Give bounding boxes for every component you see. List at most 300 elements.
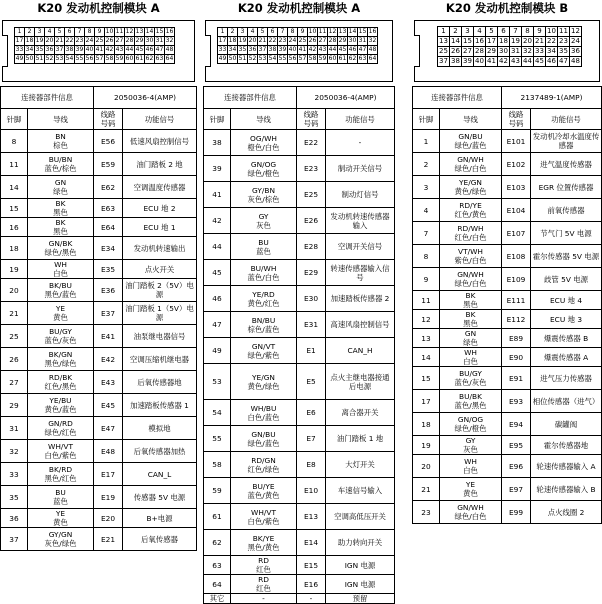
table-row xyxy=(204,504,395,530)
table-row xyxy=(413,348,602,367)
circuit-code: E108 xyxy=(502,245,531,268)
wire-color: GN/OG 绿色/橙色 xyxy=(231,156,297,182)
circuit-code: - xyxy=(297,594,326,604)
pin-cell: 45 xyxy=(135,46,144,53)
table-row xyxy=(1,279,197,302)
circuit-code: E31 xyxy=(297,312,326,338)
table-row xyxy=(1,371,197,394)
function-signal: 空调压缩机继电器 xyxy=(123,348,197,371)
pin-number: 44 xyxy=(204,234,231,260)
wire-color: RD/WH 红色/白色 xyxy=(440,222,502,245)
table-row xyxy=(204,452,395,478)
pin-cell: 3 xyxy=(238,28,248,37)
circuit-code: E91 xyxy=(502,367,531,390)
table-row xyxy=(204,364,395,400)
pin-number: 54 xyxy=(204,400,231,426)
pin-cell: 26 xyxy=(105,37,114,44)
pin-cell: 19 xyxy=(35,37,44,44)
table-row xyxy=(204,312,395,338)
table-row xyxy=(1,130,197,153)
table-row xyxy=(413,329,602,348)
pin-number: 18 xyxy=(413,413,440,436)
pin-cell: 16 xyxy=(475,37,484,45)
pin-cell: 45 xyxy=(338,46,347,53)
table-row xyxy=(413,130,602,153)
wire-color: RD/BK 红色/黑色 xyxy=(28,371,94,394)
pin-number: 64 xyxy=(204,575,231,594)
pin-number: 20 xyxy=(1,279,28,302)
table-row xyxy=(204,478,395,504)
function-signal: 加速踏板传感器 2 xyxy=(326,286,395,312)
pin-cell: 56 xyxy=(288,55,297,62)
pin-cell: 10 xyxy=(547,27,556,35)
pin-cell: 37 xyxy=(439,57,448,65)
function-signal: 空调高低压开关 xyxy=(326,504,395,530)
circuit-code: E34 xyxy=(94,237,123,260)
function-signal: 低速风扇控制信号 xyxy=(123,130,197,153)
wire-color: BU 蓝色 xyxy=(231,234,297,260)
pin-table xyxy=(412,86,602,524)
pin-cell: 25 xyxy=(95,37,104,44)
wire-color: BU/YE 蓝色/黄色 xyxy=(231,478,297,504)
pin-cell: 23 xyxy=(75,37,84,44)
function-signal: 制动灯信号 xyxy=(326,182,395,208)
info-row xyxy=(1,87,197,109)
pin-cell: 17 xyxy=(218,37,227,44)
table-row xyxy=(204,156,395,182)
table-row xyxy=(204,530,395,556)
pin-number: 15 xyxy=(1,199,28,218)
wire-color: RD 红色 xyxy=(231,556,297,575)
pin-number: 41 xyxy=(204,182,231,208)
function-signal: ECU 地 2 xyxy=(123,199,197,218)
pin-cell: 33 xyxy=(15,46,24,53)
table-row xyxy=(413,199,602,222)
pin-cell: 8 xyxy=(85,28,95,37)
pin-cell: 17 xyxy=(15,37,24,44)
function-signal: 发动机冷却水温度传感器 xyxy=(531,130,602,153)
pin-number: 42 xyxy=(204,208,231,234)
wire-color: - xyxy=(231,594,297,604)
pin-number: 19 xyxy=(413,436,440,455)
pin-cell: 46 xyxy=(348,46,357,53)
column-header: 线路 号码 xyxy=(94,109,123,130)
table-row xyxy=(1,509,197,528)
table-row xyxy=(1,486,197,509)
pin-cell: 61 xyxy=(135,55,144,62)
pin-cell: 29 xyxy=(338,37,347,44)
column-header: 功能信号 xyxy=(531,109,602,130)
table-row xyxy=(413,291,602,310)
pin-cell: 9 xyxy=(298,28,308,37)
function-signal: 进气压力传感器 xyxy=(531,367,602,390)
part-number: 2050036-4(AMP) xyxy=(297,87,395,109)
pin-cell: 28 xyxy=(125,37,134,44)
wire-color: BU/GY 蓝色/灰色 xyxy=(28,325,94,348)
wire-color: GY 灰色 xyxy=(231,208,297,234)
pin-cell: 4 xyxy=(248,28,258,37)
pin-cell: 39 xyxy=(278,46,287,53)
connector-diagram xyxy=(414,20,600,82)
column-header: 功能信号 xyxy=(326,109,395,130)
circuit-code: E26 xyxy=(297,208,326,234)
pin-cell: 44 xyxy=(523,57,532,65)
wire-color: WH 白色 xyxy=(440,455,502,478)
pin-number: 26 xyxy=(1,348,28,371)
circuit-code: E41 xyxy=(94,325,123,348)
header-row xyxy=(1,109,197,130)
pin-cell: 55 xyxy=(75,55,84,62)
pin-cell: 10 xyxy=(105,28,114,35)
circuit-code: E36 xyxy=(94,279,123,302)
circuit-code: E45 xyxy=(94,394,123,417)
pin-cell: 19 xyxy=(238,37,247,44)
wire-color: BK/GN 黑色/绿色 xyxy=(28,348,94,371)
table-row xyxy=(204,182,395,208)
pin-number: 63 xyxy=(204,556,231,575)
pin-cell: 29 xyxy=(135,37,144,44)
pin-cell: 28 xyxy=(328,37,337,44)
wire-color: GN/WH 绿色/白色 xyxy=(440,268,502,291)
pin-cell: 60 xyxy=(125,55,134,62)
pin-number: 16 xyxy=(1,218,28,237)
circuit-code: E62 xyxy=(94,176,123,199)
pin-number: 12 xyxy=(413,310,440,329)
wire-color: YE 黄色 xyxy=(28,302,94,325)
function-signal: 油泵继电器信号 xyxy=(123,325,197,348)
pin-number: 27 xyxy=(1,371,28,394)
table-row xyxy=(1,394,197,417)
wire-color: BK 黑色 xyxy=(28,218,94,237)
pin-number: 58 xyxy=(204,452,231,478)
column-header: 针脚 xyxy=(413,109,440,130)
function-signal: 节气门 5V 电源 xyxy=(531,222,602,245)
pin-grid xyxy=(14,27,175,64)
pin-cell: 33 xyxy=(218,46,227,53)
wire-color: GN 绿色 xyxy=(28,176,94,199)
pin-cell: 63 xyxy=(155,55,164,62)
table-row xyxy=(204,130,395,156)
pin-cell: 50 xyxy=(25,55,34,62)
wire-color: OG/WH 橙色/白色 xyxy=(231,130,297,156)
pin-cell: 18 xyxy=(228,37,237,44)
pin-cell: 14 xyxy=(145,28,154,35)
pin-cell: 12 xyxy=(125,28,134,35)
function-signal: 后氧传感器加热 xyxy=(123,440,197,463)
pin-cell: 5 xyxy=(258,28,268,37)
pin-number: 8 xyxy=(1,130,28,153)
wire-color: BU/WH 蓝色/白色 xyxy=(231,260,297,286)
function-signal: 预留 xyxy=(326,594,395,604)
function-signal: 油门踏板 2 地 xyxy=(123,153,197,176)
pin-number: 3 xyxy=(413,176,440,199)
column-header: 导线 xyxy=(28,109,94,130)
pin-cell: 28 xyxy=(475,47,484,55)
circuit-code: E101 xyxy=(502,130,531,153)
pin-cell: 13 xyxy=(338,28,347,35)
wire-color: YE/BU 黄色/蓝色 xyxy=(28,394,94,417)
wire-color: YE/GN 黄色/绿色 xyxy=(231,364,297,400)
table-row xyxy=(204,260,395,286)
table-row xyxy=(413,176,602,199)
table-row xyxy=(413,153,602,176)
function-signal: EGR 位置传感器 xyxy=(531,176,602,199)
pin-cell: 43 xyxy=(318,46,327,53)
pin-cell: 24 xyxy=(571,37,580,45)
pin-cell: 47 xyxy=(559,57,568,65)
circuit-code: E29 xyxy=(297,260,326,286)
pin-cell: 44 xyxy=(125,46,134,53)
wire-color: YE 黄色 xyxy=(28,509,94,528)
table-row xyxy=(1,348,197,371)
table-row xyxy=(413,245,602,268)
circuit-code: E104 xyxy=(502,199,531,222)
pin-cell: 55 xyxy=(278,55,287,62)
pin-cell: 58 xyxy=(308,55,317,62)
pin-cell: 36 xyxy=(571,47,580,55)
pin-cell: 33 xyxy=(535,47,544,55)
circuit-code: E37 xyxy=(94,302,123,325)
pin-cell: 40 xyxy=(85,46,94,53)
function-signal: 相位传感器（进气） xyxy=(531,390,602,413)
pin-cell: 41 xyxy=(298,46,307,53)
pin-number: 1 xyxy=(413,130,440,153)
pin-cell: 62 xyxy=(348,55,357,62)
circuit-code: E23 xyxy=(297,156,326,182)
pin-number: 14 xyxy=(413,348,440,367)
pin-cell: 5 xyxy=(55,28,65,37)
pin-cell: 36 xyxy=(248,46,257,53)
wire-color: GN/OG 绿色/橙色 xyxy=(440,413,502,436)
circuit-code: E103 xyxy=(502,176,531,199)
table-row xyxy=(204,426,395,452)
pin-cell: 47 xyxy=(155,46,164,53)
function-signal: 后氧传感器地 xyxy=(123,371,197,394)
pin-cell: 10 xyxy=(308,28,317,35)
pin-cell: 59 xyxy=(318,55,327,62)
circuit-code: E7 xyxy=(297,426,326,452)
pin-cell: 1 xyxy=(438,27,450,37)
pin-cell: 30 xyxy=(348,37,357,44)
circuit-code: E43 xyxy=(94,371,123,394)
pin-cell: 6 xyxy=(65,28,75,37)
table-row xyxy=(413,455,602,478)
connector-latch xyxy=(2,35,8,67)
pin-cell: 44 xyxy=(328,46,337,53)
table-row xyxy=(204,208,395,234)
wire-color: BU 蓝色 xyxy=(28,486,94,509)
circuit-code: E10 xyxy=(297,478,326,504)
function-signal: 油门踏板 1（5V）电源 xyxy=(123,302,197,325)
pin-cell: 40 xyxy=(475,57,484,65)
pin-cell: 27 xyxy=(318,37,327,44)
connector-latch xyxy=(205,35,211,67)
function-signal: 发动机转速输出 xyxy=(123,237,197,260)
circuit-code: E25 xyxy=(297,182,326,208)
function-signal: ECU 地 4 xyxy=(531,291,602,310)
pin-number: 46 xyxy=(204,286,231,312)
pin-cell: 49 xyxy=(218,55,227,62)
wire-color: WH/VT 白色/紫色 xyxy=(231,504,297,530)
pin-cell: 11 xyxy=(115,28,124,35)
pin-cell: 48 xyxy=(165,46,174,53)
circuit-code: E35 xyxy=(94,260,123,279)
pin-cell: 50 xyxy=(228,55,237,62)
pin-cell: 51 xyxy=(238,55,247,62)
pin-cell: 1 xyxy=(15,28,25,37)
column-header: 功能信号 xyxy=(123,109,197,130)
table-row xyxy=(204,286,395,312)
panel-title: K20 发动机控制模块 A xyxy=(37,1,160,15)
pin-cell: 6 xyxy=(268,28,278,37)
circuit-code: E89 xyxy=(502,329,531,348)
pin-cell: 49 xyxy=(15,55,24,62)
function-signal: 霍尔传感器地 xyxy=(531,436,602,455)
pin-number: 47 xyxy=(204,312,231,338)
wire-color: VT/WH 紫色/白色 xyxy=(440,245,502,268)
pin-number: 13 xyxy=(413,329,440,348)
pin-cell: 6 xyxy=(498,27,510,37)
wire-color: GN/BU 绿色/蓝色 xyxy=(440,130,502,153)
function-signal: 高速风扇控制信号 xyxy=(326,312,395,338)
function-signal: 转速传感器输入信号 xyxy=(326,260,395,286)
pin-cell: 26 xyxy=(451,47,460,55)
wire-color: RD/YE 红色/黄色 xyxy=(440,199,502,222)
pin-cell: 26 xyxy=(308,37,317,44)
function-signal: 车速信号输入 xyxy=(326,478,395,504)
wire-color: WH 白色 xyxy=(28,260,94,279)
pin-number: 2 xyxy=(413,153,440,176)
pin-cell: 32 xyxy=(368,37,377,44)
pin-cell: 54 xyxy=(65,55,74,62)
pin-cell: 5 xyxy=(486,27,498,37)
wire-color: WH/VT 白色/紫色 xyxy=(28,440,94,463)
pin-cell: 13 xyxy=(135,28,144,35)
table-row xyxy=(204,575,395,594)
pin-number: 15 xyxy=(413,367,440,390)
table-row xyxy=(1,218,197,237)
wire-color: BK 黑色 xyxy=(28,199,94,218)
function-signal: 进气温度传感器 xyxy=(531,153,602,176)
pin-cell: 15 xyxy=(463,37,472,45)
wire-color: YE/RD 黄色/红色 xyxy=(231,286,297,312)
pin-cell: 20 xyxy=(45,37,54,44)
pin-grid xyxy=(437,26,582,67)
function-signal: 空调温度传感器 xyxy=(123,176,197,199)
table-row xyxy=(413,310,602,329)
table-row xyxy=(1,302,197,325)
pin-cell: 7 xyxy=(75,28,85,37)
part-number: 2137489-1(AMP) xyxy=(502,87,602,109)
pin-cell: 11 xyxy=(559,27,568,35)
circuit-code: E21 xyxy=(94,528,123,551)
part-number: 2050036-4(AMP) xyxy=(94,87,197,109)
pin-cell: 4 xyxy=(45,28,55,37)
circuit-code: E5 xyxy=(297,364,326,400)
wire-color: YE 黄色 xyxy=(440,478,502,501)
circuit-code: E102 xyxy=(502,153,531,176)
pin-number: 9 xyxy=(413,268,440,291)
info-label: 连接器部件信息 xyxy=(204,87,297,109)
panel-a1 xyxy=(0,0,197,551)
table-row xyxy=(413,222,602,245)
pin-number: 25 xyxy=(1,325,28,348)
circuit-code: E112 xyxy=(502,310,531,329)
table-row xyxy=(1,528,197,551)
pin-number: 23 xyxy=(413,501,440,524)
pin-cell: 27 xyxy=(115,37,124,44)
pin-cell: 4 xyxy=(474,27,486,37)
function-signal: CAN_H xyxy=(326,338,395,364)
wire-color: GN/BU 绿色/蓝色 xyxy=(231,426,297,452)
function-signal: 轮速传感器输入 A xyxy=(531,455,602,478)
function-signal: 点火开关 xyxy=(123,260,197,279)
pin-cell: 7 xyxy=(278,28,288,37)
pin-cell: 56 xyxy=(85,55,94,62)
function-signal: 制动开关信号 xyxy=(326,156,395,182)
pin-number: 20 xyxy=(413,455,440,478)
pin-cell: 32 xyxy=(523,47,532,55)
pin-cell: 53 xyxy=(55,55,64,62)
table-row xyxy=(413,367,602,390)
circuit-code: E56 xyxy=(94,130,123,153)
connector-diagram xyxy=(2,20,195,82)
column-header: 针脚 xyxy=(1,109,28,130)
pin-cell: 19 xyxy=(511,37,520,45)
pin-cell: 47 xyxy=(358,46,367,53)
pin-cell: 17 xyxy=(487,37,496,45)
pin-cell: 23 xyxy=(278,37,287,44)
pin-cell: 22 xyxy=(268,37,277,44)
function-signal: 爆震传感器 A xyxy=(531,348,602,367)
pin-cell: 39 xyxy=(75,46,84,53)
wire-color: GN/WH 绿色/白色 xyxy=(440,501,502,524)
pin-number: 35 xyxy=(1,486,28,509)
table-row xyxy=(1,463,197,486)
circuit-code: E47 xyxy=(94,417,123,440)
table-row xyxy=(413,501,602,524)
circuit-code: E59 xyxy=(94,153,123,176)
function-signal: 歧管 5V 电源 xyxy=(531,268,602,291)
pin-cell: 64 xyxy=(165,55,174,62)
pin-cell: 7 xyxy=(510,27,522,37)
pin-number: 17 xyxy=(413,390,440,413)
function-signal: - xyxy=(326,130,395,156)
pin-cell: 57 xyxy=(95,55,104,62)
pin-number: 21 xyxy=(1,302,28,325)
table-row xyxy=(1,237,197,260)
pin-cell: 51 xyxy=(35,55,44,62)
pin-number: 8 xyxy=(413,245,440,268)
pin-number: 61 xyxy=(204,504,231,530)
wire-color: BN/BU 棕色/蓝色 xyxy=(231,312,297,338)
pin-cell: 42 xyxy=(499,57,508,65)
function-signal: 轮速传感器输入 B xyxy=(531,478,602,501)
table-row xyxy=(1,260,197,279)
pin-cell: 40 xyxy=(288,46,297,53)
pin-cell: 16 xyxy=(368,28,377,35)
pin-cell: 48 xyxy=(571,57,580,65)
function-signal: IGN 电源 xyxy=(326,556,395,575)
circuit-code: E48 xyxy=(94,440,123,463)
table-row xyxy=(413,268,602,291)
pin-cell: 15 xyxy=(358,28,367,35)
pin-cell: 12 xyxy=(328,28,337,35)
function-signal: 加速踏板传感器 1 xyxy=(123,394,197,417)
column-header: 导线 xyxy=(440,109,502,130)
wire-color: RD/GN 红色/绿色 xyxy=(231,452,297,478)
pin-cell: 54 xyxy=(268,55,277,62)
